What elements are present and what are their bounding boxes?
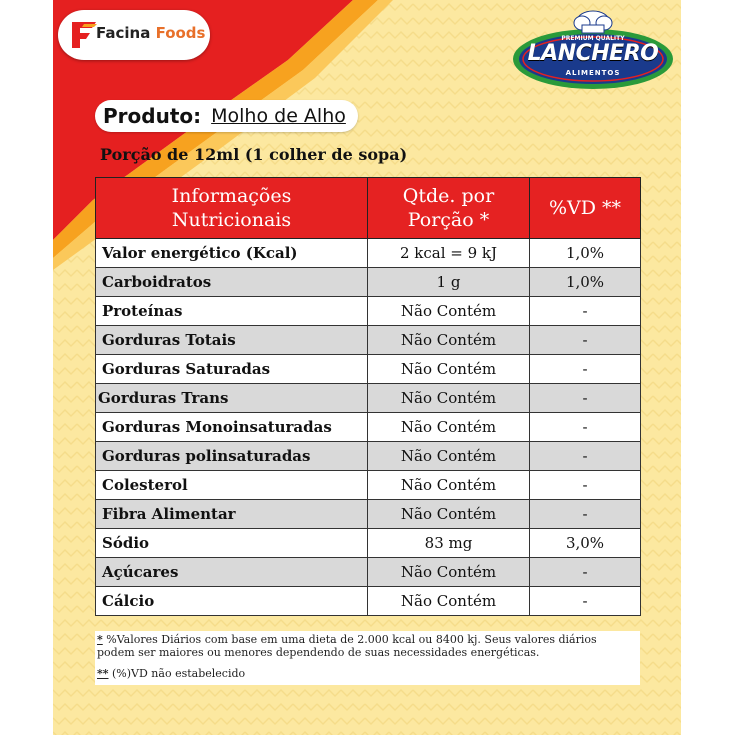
nutrient-name: Fibra Alimentar: [96, 500, 368, 529]
portion-size: Porção de 12ml (1 colher de sopa): [100, 145, 408, 164]
nutrient-qty: Não Contém: [368, 442, 530, 471]
nutrient-name: Sódio: [96, 529, 368, 558]
nutrient-vd: -: [530, 558, 641, 587]
nutrient-qty: Não Contém: [368, 587, 530, 616]
nutrient-qty: Não Contém: [368, 558, 530, 587]
product-label: Produto:: [103, 104, 202, 128]
nutrient-qty: Não Contém: [368, 326, 530, 355]
nutrient-name: Colesterol: [96, 471, 368, 500]
table-header-row: [96, 178, 641, 239]
nutrient-vd: 1,0%: [530, 268, 641, 297]
table-row: [96, 268, 641, 297]
nutrient-qty: Não Contém: [368, 413, 530, 442]
nutrient-vd: -: [530, 471, 641, 500]
nutrient-vd: 1,0%: [530, 239, 641, 268]
nutrient-name: Gorduras Saturadas: [96, 355, 368, 384]
nutrient-name: Cálcio: [96, 587, 368, 616]
nutrient-vd: -: [530, 500, 641, 529]
footnote-daily-values: [97, 633, 637, 659]
table-row: [96, 500, 641, 529]
table-row: [96, 587, 641, 616]
nutrient-qty: 2 kcal = 9 kJ: [368, 239, 530, 268]
table-row: [96, 384, 641, 413]
table-row: [96, 355, 641, 384]
facina-foods-logo: [58, 10, 210, 60]
nutrient-name: Gorduras Trans: [96, 384, 368, 413]
facina-word2: Foods: [155, 24, 206, 42]
header-nutrition-info: Informações Nutricionais: [96, 178, 368, 239]
nutrient-name: Proteínas: [96, 297, 368, 326]
nutrient-vd: -: [530, 355, 641, 384]
nutrition-table: [95, 177, 641, 616]
nutrient-name: Gorduras polinsaturadas: [96, 442, 368, 471]
nutrient-vd: -: [530, 442, 641, 471]
footnote-box: [95, 631, 640, 685]
table-row: [96, 413, 641, 442]
table-row: [96, 471, 641, 500]
lanchero-logo: [508, 5, 678, 95]
chef-hat-icon: [574, 11, 612, 33]
product-name: Molho de Alho: [211, 105, 346, 127]
table-row: [96, 326, 641, 355]
nutrient-qty: Não Contém: [368, 355, 530, 384]
nutrient-vd: -: [530, 297, 641, 326]
nutrient-qty: Não Contém: [368, 297, 530, 326]
nutrient-name: Carboidratos: [96, 268, 368, 297]
nutrient-vd: -: [530, 587, 641, 616]
table-row: [96, 297, 641, 326]
nutrient-vd: -: [530, 413, 641, 442]
facina-f-mark-icon: [68, 18, 98, 52]
nutrient-name: Açúcares: [96, 558, 368, 587]
product-pill: [95, 100, 358, 132]
lanchero-tagline-bottom: ALIMENTOS: [565, 69, 621, 77]
header-daily-value: %VD **: [530, 178, 641, 239]
table-row: [96, 558, 641, 587]
nutrient-qty: Não Contém: [368, 500, 530, 529]
table-row: [96, 529, 641, 558]
nutrient-qty: Não Contém: [368, 471, 530, 500]
nutrient-qty: Não Contém: [368, 384, 530, 413]
footnote-vd-not-established: [97, 667, 245, 680]
footnote-mark-2: **: [97, 667, 109, 680]
footnote-text-2: (%)VD não estabelecido: [108, 667, 246, 680]
footnote-mark-1: *: [97, 633, 103, 646]
nutrient-qty: 83 mg: [368, 529, 530, 558]
nutrient-vd: 3,0%: [530, 529, 641, 558]
nutrient-name: Gorduras Monoinsaturadas: [96, 413, 368, 442]
lanchero-name: LANCHERO: [527, 41, 659, 66]
footnote-text-1: %Valores Diários com base em uma dieta de 2.000 kcal ou 8400 kj. Seus valores diários podem ser maiores ou menores dependendo de suas necessidades energéticas.: [97, 633, 597, 659]
nutrient-vd: -: [530, 326, 641, 355]
table-row: [96, 239, 641, 268]
header-qty-per-portion: Qtde. por Porção *: [368, 178, 530, 239]
table-row: [96, 442, 641, 471]
nutrient-name: Gorduras Totais: [96, 326, 368, 355]
lanchero-tagline-top: PREMIUM QUALITY: [561, 35, 625, 42]
nutrient-qty: 1 g: [368, 268, 530, 297]
nutrient-name: Valor energético (Kcal): [96, 239, 368, 268]
nutrient-vd: -: [530, 384, 641, 413]
facina-word1: Facina: [96, 24, 151, 42]
